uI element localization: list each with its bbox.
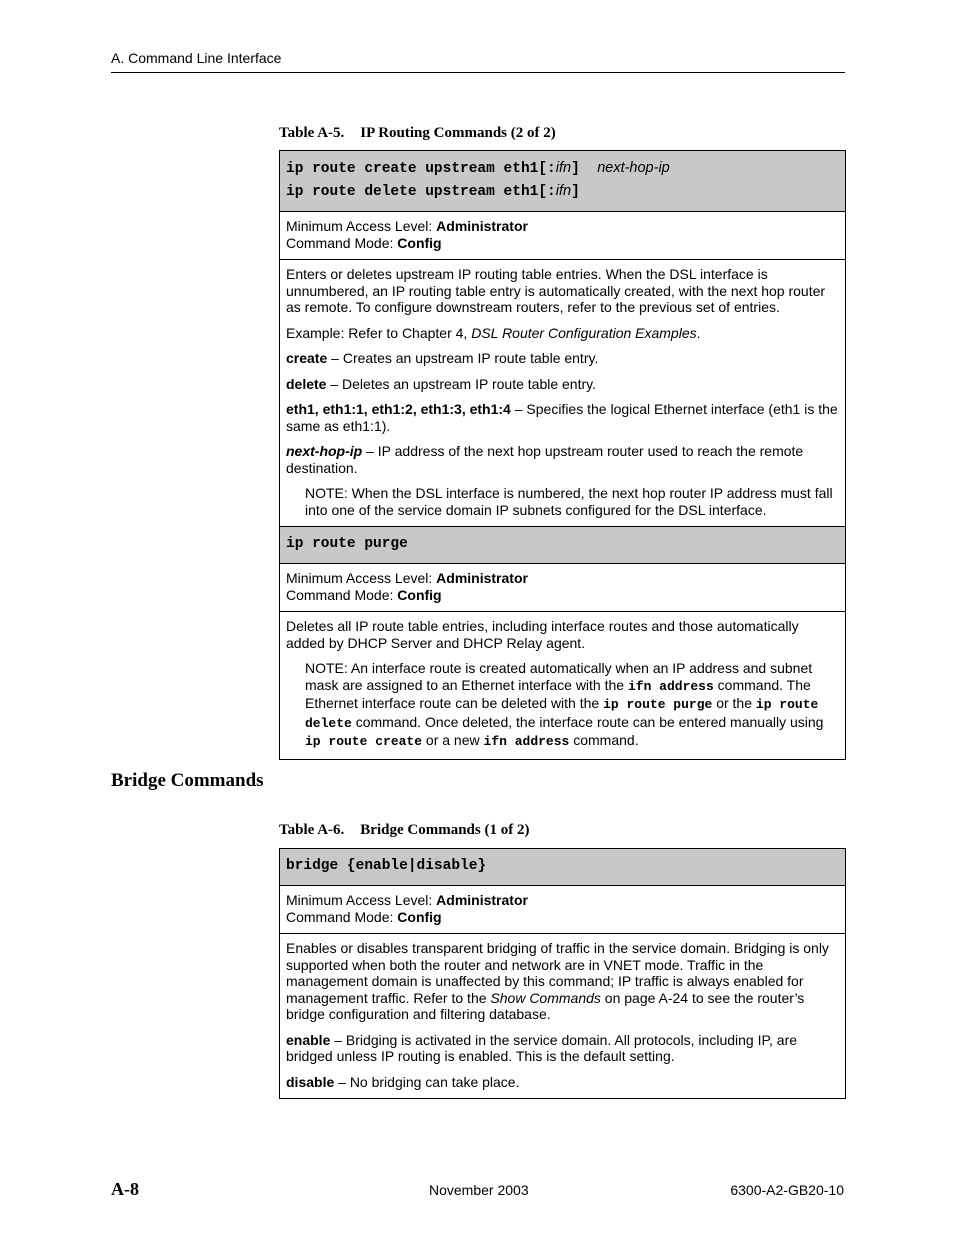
access-value: Administrator xyxy=(436,892,528,908)
param-term: disable xyxy=(286,1073,335,1090)
param-eth xyxy=(286,401,839,434)
header-title: A. Command Line Interface xyxy=(111,50,282,66)
mode-value: Config xyxy=(397,908,442,925)
mode-value: Config xyxy=(397,234,442,251)
note-text: or the xyxy=(712,695,756,711)
note-code: ifn address xyxy=(483,734,570,749)
access-cell xyxy=(280,886,846,934)
mode-label: Command Mode: xyxy=(286,908,398,925)
param-term: enable xyxy=(286,1031,331,1048)
param-text: – IP address of the next hop upstream router used to reach the remote destination. xyxy=(286,443,804,476)
command-param-next-hop: next-hop-ip xyxy=(597,160,670,176)
command-syntax-route-upstream xyxy=(280,151,846,212)
command-mode xyxy=(286,235,839,252)
param-delete xyxy=(286,376,839,393)
note-text: or a new xyxy=(422,732,484,748)
param-text: – Deletes an upstream IP route table entry. xyxy=(326,375,596,392)
access-label: Minimum Access Level: xyxy=(286,892,437,908)
param-enable xyxy=(286,1032,839,1065)
description-cell xyxy=(280,260,846,527)
footer-date: November 2003 xyxy=(429,1182,529,1198)
param-term: delete xyxy=(286,375,327,392)
param-text: – Bridging is activated in the service domain. All protocols, including IP, are bridged unless IP routing is enabled. This is the default setting. xyxy=(286,1031,798,1064)
command-syntax-route-purge: ip route purge xyxy=(280,527,846,564)
table-a6-caption xyxy=(279,822,529,839)
param-term: eth1, eth1:1, eth1:2, eth1:3, eth1:4 xyxy=(286,401,511,417)
description-text: Enables or disables transparent bridging of traffic in the service domain. Bridging is only supported when both the router and network are in VNET mode. Traffic in the management domain is unaffected by this command; IP traffic is always enabled for management traffic. Refer to the xyxy=(286,940,829,1006)
note xyxy=(305,660,839,751)
description: Deletes all IP route table entries, including interface routes and those automatically added by DHCP Server and DHCP Relay agent. xyxy=(286,618,799,651)
access-value: Administrator xyxy=(436,570,528,586)
command-mode xyxy=(286,587,839,604)
note-code: ip route delete xyxy=(305,697,819,731)
table-a5 xyxy=(279,150,846,760)
section-heading: Bridge Commands xyxy=(111,770,264,791)
note-text: command. xyxy=(569,732,639,748)
description xyxy=(286,940,839,1023)
note-text: command. Once deleted, the interface route can be entered manually using xyxy=(351,713,824,730)
chapter-link[interactable]: Chapter 4, xyxy=(401,324,468,341)
example xyxy=(286,325,839,342)
table-a5-title: IP Routing Commands (2 of 2) xyxy=(360,125,556,141)
note-text: command. The Ethernet interface route can be deleted with the xyxy=(305,676,811,711)
command-line-delete xyxy=(286,180,839,203)
param-create xyxy=(286,350,839,367)
command-syntax-bridge: bridge {enable|disable} xyxy=(280,849,846,886)
chapter-title-link[interactable]: DSL Router Configuration Examples xyxy=(471,324,697,341)
command-param-ifn: ifn xyxy=(555,183,572,199)
table-a6-title: Bridge Commands (1 of 2) xyxy=(360,822,530,838)
param-text: – Creates an upstream IP route table entry. xyxy=(327,350,599,366)
note-code: ifn address xyxy=(627,678,714,694)
command-text: ] xyxy=(571,184,580,200)
command-text: ip route delete upstream eth1[: xyxy=(286,184,556,200)
running-header xyxy=(111,50,845,73)
access-level xyxy=(286,570,839,587)
table-a6 xyxy=(279,848,846,1099)
access-cell xyxy=(280,212,846,260)
description-text: on page A-24 to see the router’s bridge configuration and filtering database. xyxy=(286,989,805,1022)
command-mode xyxy=(286,909,839,926)
page-number: A-8 xyxy=(111,1179,139,1199)
access-level xyxy=(286,892,839,909)
param-term: create xyxy=(286,350,328,366)
command-line-create xyxy=(286,157,839,180)
param-disable xyxy=(286,1074,839,1091)
description: Enters or deletes upstream IP routing table entries. When the DSL interface is unnumbered, an IP routing table entry is automatically created, with the next hop router as remote. To configure downstream routers, refer to the previous set of entries. xyxy=(286,266,826,315)
command-text: ip route create upstream eth1[: xyxy=(286,161,556,177)
description-cell xyxy=(280,934,846,1099)
note-code: ip route create xyxy=(305,734,423,749)
param-text: – No bridging can take place. xyxy=(334,1073,520,1090)
param-next-hop xyxy=(286,443,839,476)
table-a6-number: Table A-6. xyxy=(279,822,345,838)
access-level xyxy=(286,218,839,235)
note-text: NOTE: An interface route is created automatically when an IP address and subnet mask are assigned to an Ethernet interface with the xyxy=(305,660,813,693)
param-text: – Specifies the logical Ethernet interface (eth1 is the same as eth1:1). xyxy=(286,401,838,434)
access-value: Administrator xyxy=(436,218,528,234)
mode-value: Config xyxy=(397,586,442,603)
footer-doc-number: 6300-A2-GB20-10 xyxy=(730,1182,844,1198)
description-cell xyxy=(280,612,846,760)
table-a5-number: Table A-5. xyxy=(279,125,345,141)
example-label: Example: Refer to xyxy=(286,324,402,341)
note-code: ip route purge xyxy=(603,697,713,712)
mode-label: Command Mode: xyxy=(286,234,398,251)
access-label: Minimum Access Level: xyxy=(286,218,437,234)
table-a5-caption xyxy=(279,125,556,142)
param-term: next-hop-ip xyxy=(286,443,363,459)
show-commands-link[interactable]: Show Commands xyxy=(490,989,601,1006)
note: NOTE: When the DSL interface is numbered, the next hop router IP address must fall into one of the service domain IP subnets configured for the DSL interface. xyxy=(305,485,833,518)
command-text: ] xyxy=(571,161,580,177)
command-param-ifn: ifn xyxy=(555,160,572,176)
example-end: . xyxy=(696,324,701,341)
access-label: Minimum Access Level: xyxy=(286,570,437,586)
access-cell xyxy=(280,564,846,612)
mode-label: Command Mode: xyxy=(286,586,398,603)
